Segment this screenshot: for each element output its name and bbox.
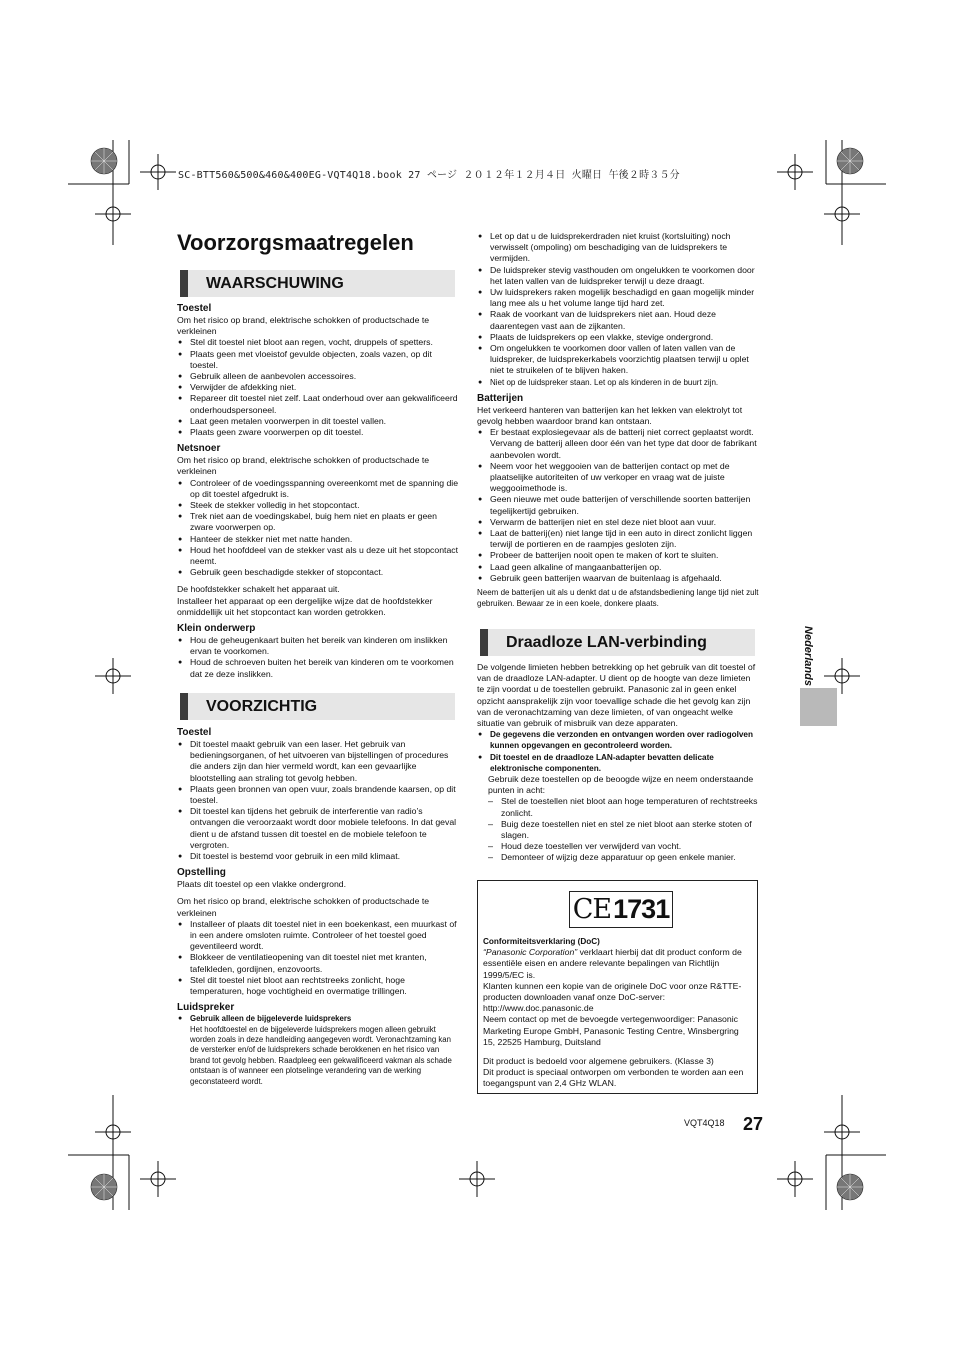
declaration-box — [477, 880, 758, 1094]
registration-mark — [824, 1114, 860, 1150]
registration-mark — [95, 1114, 131, 1150]
list-item: ● Installeer of plaats dit toestel niet in een boekenkast, een muurkast of in een andere omsloten ruimte. Controleer of het toestel goed geventileerd wordt. — [177, 919, 460, 953]
list-item: ● Houd de schroeven buiten het bereik van kinderen om te voorkomen dat ze deze inslikken. — [177, 657, 460, 679]
left-column-bottom — [177, 722, 460, 1087]
toestel2-list — [177, 739, 460, 862]
list-item: ● Verwarm de batterijen niet en stel deze niet bloot aan vuur. — [477, 517, 760, 528]
list-item: ● Hou de geheugenkaart buiten het bereik van kinderen om inslikken ervan te voorkomen. — [177, 635, 460, 657]
warning-section-bar — [180, 270, 455, 297]
registration-mark — [459, 1161, 495, 1197]
list-item: ● Let op dat u de luidsprekerdraden niet kruist (kortsluiting) noch verwisselt (ompoling) om beschadiging van de luidsprekers te vermijden. — [477, 231, 760, 265]
lan-section-bar — [480, 629, 755, 656]
netsnoer-list — [177, 478, 460, 579]
list-item: ● Gebruik geen beschadigde stekker of stopcontact. — [177, 567, 460, 578]
book-header: SC-BTT560&500&460&400EG-VQT4Q18.book 27 ページ ２０１２年１２月４日 火曜日 午後２時３５分 — [178, 170, 680, 181]
list-item: ● Dit toestel is bestemd voor gebruik in een mild klimaat. — [177, 851, 460, 862]
registration-mark — [140, 154, 176, 190]
luidspreker-text: Het hoofdtoestel en de bijgeleverde luidsprekers mogen alleen gebruikt worden zoals in deze handleiding aangegeven wordt. Veronachtzaming kan de versterker en/of de luidsprekers schade berokkenen en het risico van brand tot gevolg hebben. Raadpleeg een gekwalificeerd vakman als schade ontstaan is of wanneer een plotselinge verandering van de werking geconstateerd wordt. — [190, 1024, 452, 1086]
list-item: ● Hanteer de stekker niet met natte handen. — [177, 534, 460, 545]
list-item: ● Steek de stekker volledig in het stopcontact. — [177, 500, 460, 511]
list-item: ● Niet op de luidspreker staan. Let op als kinderen in de buurt zijn. — [477, 377, 760, 388]
speaker-list — [477, 231, 760, 388]
doc-text: verklaart hierbij dat dit product conform de essentiële eisen en andere relevante bepalingen van Richtlijn 1999/5/EC is. — [483, 947, 742, 980]
warning-heading: WAARSCHUWING — [206, 274, 344, 292]
lan-intro: De volgende limieten hebben betrekking op het gebruik van dit toestel of van de draadloze LAN-adapter. U dient op de hoogte van deze limieten te zijn voordat u de toestellen gebruikt. Panasonic zal in geen enkel opzicht aansprakelijk zijn voor toevallige schade die het gevolg kan zijn van de veronachtzaming van deze limieten, of van ongeacht welke situatie van gebruik of misbruik van deze apparaten. — [477, 662, 756, 729]
list-item: ● De gegevens die verzonden en ontvangen worden over radiogolven kunnen opgevangen en gecontroleerd worden. — [477, 729, 760, 751]
language-label: Nederlands — [802, 626, 814, 686]
left-column-top — [177, 298, 460, 680]
list-item: ● Stel dit toestel niet bloot aan regen, vocht, druppels of spetters. — [177, 337, 460, 348]
list-item: ● Plaats geen zware voorwerpen op dit toestel. — [177, 427, 460, 438]
ce-number: 1731 — [613, 893, 670, 924]
right-column-lan — [477, 662, 760, 864]
list-item: – Buig deze toestellen niet en stel ze niet bloot aan sterke stoten of slagen. — [488, 819, 760, 841]
registration-mark — [777, 154, 813, 190]
opstelling-list — [177, 919, 460, 997]
list-item: ● Laad geen alkaline of mangaanbatterijen op. — [477, 562, 760, 573]
right-column-top — [477, 231, 760, 609]
netsnoer-intro: Om het risico op brand, elektrische schokken of productschade te verkleinen — [177, 455, 430, 477]
doc-heading: Conformiteitsverklaring (DoC) — [483, 937, 600, 946]
list-item: ● Gebruik alleen de bijgeleverde luidsprekers — [177, 1014, 460, 1024]
page-number: 27 — [743, 1114, 764, 1134]
toestel-list — [177, 337, 460, 438]
lan-sub: Gebruik deze toestellen op de beoogde wijze en neem onderstaande punten in acht: — [488, 774, 754, 796]
registration-mark — [140, 1161, 176, 1197]
list-item: ● Plaats geen bronnen van open vuur, zoals brandende kaarsen, op dit toestel. — [177, 784, 460, 806]
doc-quote: “Panasonic Corporation” — [483, 947, 578, 958]
list-item: ● Controleer of de voedingsspanning overeenkomt met de spanning die op dit toestel afgedrukt is. — [177, 478, 460, 500]
toestel-heading: Toestel — [177, 303, 212, 314]
list-item: ● Repareer dit toestel niet zelf. Laat onderhoud over aan gekwalificeerd onderhoudspersoneel. — [177, 393, 460, 415]
list-item: ● Er bestaat explosiegevaar als de batterij niet correct geplaatst wordt. Vervang de batterij alleen door één van het type dat door de fabrikant aanbevolen wordt. — [477, 427, 760, 461]
doc-text: Neem contact op met de bevoegde vertegenwoordiger: Panasonic Marketing Europe GmbH, Panasonic Testing Centre, Winsbergring 15, 22525 Hamburg, Duitsland — [483, 1014, 739, 1047]
batterijen-heading: Batterijen — [477, 392, 524, 404]
list-item: ● Plaats geen met vloeistof gevulde objecten, zoals vazen, op dit toestel. — [177, 349, 460, 371]
list-item: ● Probeer de batterijen nooit open te maken of kort te sluiten. — [477, 550, 760, 561]
list-item: ● Plaats de luidsprekers op een vlakke, stevige ondergrond. — [477, 332, 760, 343]
lan-dash-list — [488, 796, 760, 863]
list-item: ● Dit toestel maakt gebruik van een laser. Het gebruik van bedieningsorganen, of het uitvoeren van bijstellingen of procedures die anders zijn dan hier vermeld wordt, kan een gevaarlijke blootstelling aan straling tot gevolg hebben. — [177, 739, 460, 784]
batterijen-list — [477, 427, 760, 584]
list-item: ● Uw luidsprekers raken mogelijk beschadigd en gaan mogelijk minder lang mee als u het volume lange tijd hard zet. — [477, 287, 760, 309]
document-code: VQT4Q18 — [684, 1118, 725, 1128]
registration-mark — [95, 196, 131, 232]
netsnoer-note: De hoofdstekker schakelt het apparaat uit. Installeer het apparaat op een dergelijke wijze dat de hoofdstekker onmiddellijk uit het stopcontact kan worden getrokken. — [177, 584, 433, 617]
list-item: ● Blokkeer de ventilatieopening van dit toestel niet met kranten, tafelkleden, gordijnen, enzovoorts. — [177, 952, 460, 974]
section-marker — [480, 629, 488, 656]
list-item: ● Gebruik geen batterijen waarvan de buitenlaag is afgehaald. — [477, 573, 760, 584]
luidspreker-list — [177, 1014, 460, 1024]
registration-mark — [824, 196, 860, 232]
list-item: – Demonteer of wijzig deze apparatuur op geen enkele manier. — [488, 852, 760, 863]
toestel-intro: Om het risico op brand, elektrische schokken of productschade te verkleinen — [177, 315, 430, 337]
doc-url: http://www.doc.panasonic.de — [483, 1003, 594, 1014]
registration-mark — [777, 1161, 813, 1197]
list-item: ● Laat geen metalen voorwerpen in dit toestel vallen. — [177, 416, 460, 427]
opstelling-heading: Opstelling — [177, 867, 226, 879]
list-item: ● Laat de batterij(en) niet lange tijd in een auto in direct zonlicht liggen terwijl de portieren en de raampjes gesloten zijn. — [477, 528, 760, 550]
toestel2-heading: Toestel — [177, 727, 212, 738]
list-item: ● Neem voor het weggooien van de batterijen contact op met de plaatselijke autoriteiten of uw verkoper en vraag wat de juiste weggooimethode is. — [477, 461, 760, 495]
opstelling-intro: Om het risico op brand, elektrische schokken of productschade te verkleinen — [177, 896, 430, 918]
batterijen-note: Neem de batterijen uit als u denkt dat u de afstandsbediening lange tijd niet zult gebruiken. Bewaar ze in een koele, donkere plaats. — [477, 588, 759, 608]
list-item: ● Om ongelukken te voorkomen door vallen of laten vallen van de luidspreker, de luidsprekerkabels voorzichtig plaatsen terwijl u oplet niet te struikelen of te blijven haken. — [477, 343, 760, 377]
opstelling-intro: Plaats dit toestel op een vlakke ondergrond. — [177, 879, 347, 890]
list-item: ● Dit toestel kan tijdens het gebruik de interferentie van radio’s ontvangen die veroorzaakt wordt door mobiele telefoons. In dat geval dient u de afstand tussen dit toestel en de mobiele telefoon te vergroten. — [177, 806, 460, 851]
list-item: ● Trek niet aan de voedingskabel, buig hem niet en plaats er geen zware voorwerpen op. — [177, 511, 460, 533]
netsnoer-heading: Netsnoer — [177, 443, 221, 455]
doc-text: Dit product is bedoeld voor algemene gebruikers. (Klasse 3) — [483, 1056, 714, 1067]
list-item: ● Stel dit toestel niet bloot aan rechtstreeks zonlicht, hoge temperaturen, hoge vochtigheid en overmatige trillingen. — [177, 975, 460, 997]
list-item: ● Raak de voorkant van de luidsprekers niet aan. Houd deze daarentegen vast aan de zijkanten. — [477, 309, 760, 331]
list-item: ● Verwijder de afdekking niet. — [177, 382, 460, 393]
language-tab — [800, 688, 837, 726]
caution-section-bar — [180, 693, 455, 720]
registration-mark — [95, 658, 131, 694]
list-item: ● De luidspreker stevig vasthouden om ongelukken te voorkomen door het laten vallen van de luidspreker terwijl u deze draagt. — [477, 265, 760, 287]
batterijen-intro: Het verkeerd hanteren van batterijen kan het lekken van elektrolyt tot gevolg hebben waardoor brand kan ontstaan. — [477, 404, 743, 427]
lan-bold-list — [477, 729, 760, 774]
klein-list — [177, 635, 460, 680]
ce-mark-box — [569, 891, 673, 928]
page-title: Voorzorgsmaatregelen — [177, 230, 414, 255]
doc-text: Dit product is speciaal ontworpen om verbonden te worden aan een toegangspunt van 2,4 GHz WLAN. — [483, 1067, 744, 1089]
ce-mark: CE — [572, 893, 612, 925]
list-item: – Stel de toestellen niet bloot aan hoge temperaturen of rechtstreeks zonlicht. — [488, 796, 760, 818]
list-item: – Houd deze toestellen ver verwijderd van vocht. — [488, 841, 760, 852]
doc-text: Klanten kunnen een kopie van de originele DoC voor onze R&TTE-producten downloaden vanaf onze DoC-server: — [483, 980, 742, 1003]
list-item: ● Houd het hoofddeel van de stekker vast als u deze uit het stopcontact neemt. — [177, 545, 460, 567]
list-item: ● Gebruik alleen de aanbevolen accessoires. — [177, 371, 460, 382]
section-marker — [180, 270, 188, 297]
section-marker — [180, 693, 188, 720]
list-item: ● Dit toestel en de draadloze LAN-adapter bevatten delicate elektronische componenten. — [477, 752, 760, 774]
luidspreker-heading: Luidspreker — [177, 1002, 235, 1014]
klein-heading: Klein onderwerp — [177, 623, 256, 635]
caution-heading: VOORZICHTIG — [206, 697, 318, 715]
lan-heading: Draadloze LAN-verbinding — [506, 633, 707, 651]
list-item: ● Geen nieuwe met oude batterijen of verschillende soorten batterijen tegelijkertijd gebruiken. — [477, 494, 760, 516]
